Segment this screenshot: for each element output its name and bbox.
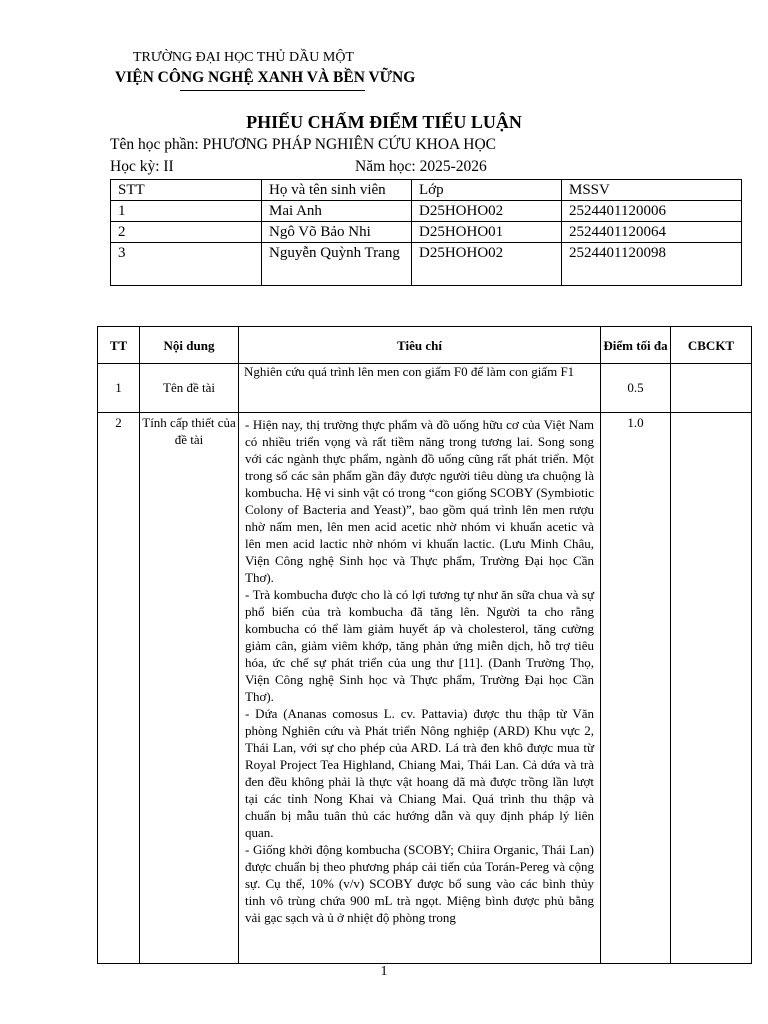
- table-row: [111, 243, 742, 286]
- academic-year: Năm học: 2025-2026: [355, 158, 487, 175]
- table-row: [111, 222, 742, 243]
- student-id: 2524401120098: [562, 243, 742, 286]
- table-row: [111, 201, 742, 222]
- institute-name: VIỆN CÔNG NGHỆ XANH VÀ BỀN VỮNG: [115, 69, 416, 86]
- row-cbckt: [671, 413, 752, 964]
- student-name: Ngô Võ Bảo Nhi: [262, 222, 412, 243]
- header-cell: Họ và tên sinh viên: [262, 180, 412, 201]
- table-row: [98, 364, 752, 413]
- school-name: TRƯỜNG ĐẠI HỌC THỦ DẦU MỘT: [133, 50, 354, 65]
- student-class: D25HOHO02: [412, 201, 562, 222]
- student-class: D25HOHO02: [412, 243, 562, 286]
- row-cbckt: [671, 364, 752, 413]
- student-stt: 1: [111, 201, 262, 222]
- student-name: Mai Anh: [262, 201, 412, 222]
- row-content: Tính cấp thiết của đề tài: [140, 413, 239, 964]
- header-divider: [180, 90, 365, 91]
- row-content: Tên đề tài: [140, 364, 239, 413]
- page-number: 1: [380, 964, 388, 979]
- row-criteria: Nghiên cứu quá trình lên men con giấm F0 để làm con giấm F1: [239, 364, 601, 413]
- course-name: Tên học phần: PHƯƠNG PHÁP NGHIÊN CỨU KHOA HỌC: [110, 136, 496, 153]
- header-cell: Điểm tối đa: [601, 327, 671, 364]
- header-cell: MSSV: [562, 180, 742, 201]
- header-cell: Tiêu chí: [239, 327, 601, 364]
- student-stt: 2: [111, 222, 262, 243]
- student-table: [110, 179, 742, 286]
- header-cell: STT: [111, 180, 262, 201]
- criteria-paragraph: - Dứa (Ananas comosus L. cv. Pattavia) được thu thập từ Văn phòng Nghiên cứu và Phát triển Nông nghiệp (ARD) Khu vực 2, Thái Lan, với sự cho phép của ARD. Lá trà đen khô được mua từ Royal Project Tea Highland, Chiang Mai, Thái Lan. Cả dứa và trà đen đều không phải là thực vật hoang dã mà được trồng lần lượt tại các tỉnh Nong Khai và Chiang Mai. Quá trình thu thập và chuẩn bị mẫu tuân thủ các hướng dẫn và quy định pháp lý liên quan.: [245, 706, 594, 840]
- document-title: PHIẾU CHẤM ĐIỂM TIỂU LUẬN: [246, 112, 522, 132]
- student-name: Nguyễn Quỳnh Trang: [262, 243, 412, 286]
- header-cell: CBCKT: [671, 327, 752, 364]
- table-row: [98, 413, 752, 964]
- grading-table: [97, 326, 752, 964]
- row-max-score: 1.0: [601, 413, 671, 964]
- header-cell: Lớp: [412, 180, 562, 201]
- criteria-paragraph: - Trà kombucha được cho là có lợi tương tự như ăn sữa chua và sự phổ biến của trà kombucha đã tăng lên. Người ta cho rằng kombucha có thể làm giảm huyết áp và cholesterol, tăng cường giảm cân, giảm viêm khớp, tăng phản ứng miễn dịch, hỗ trợ tiêu hóa, ức chế sự phát triển của ung thư [11]. (Danh Trường Thọ, Viện Công nghệ Sinh học và Thực phẩm, Trường Đại học Cần Thơ).: [245, 587, 594, 704]
- student-class: D25HOHO01: [412, 222, 562, 243]
- table-header-row: [98, 327, 752, 364]
- row-criteria: [239, 413, 601, 964]
- row-number: 2: [98, 413, 140, 964]
- header-cell: Nội dung: [140, 327, 239, 364]
- student-id: 2524401120064: [562, 222, 742, 243]
- term: Học kỳ: II: [110, 158, 174, 175]
- header-cell: TT: [98, 327, 140, 364]
- student-stt: 3: [111, 243, 262, 286]
- row-number: 1: [98, 364, 140, 413]
- student-id: 2524401120006: [562, 201, 742, 222]
- table-header-row: [111, 180, 742, 201]
- row-max-score: 0.5: [601, 364, 671, 413]
- criteria-paragraph: - Hiện nay, thị trường thực phẩm và đồ uống hữu cơ của Việt Nam có nhiều triển vọng và rất tiềm năng trong tương lai. Song song với các ngành thực phẩm, ngành đồ uống cũng rất phát triển. Một trong số các sản phẩm gần đây được người tiêu dùng ưa chuộng là kombucha. Hệ vi sinh vật có trong “con giống SCOBY (Symbiotic Colony of Bacteria and Yeast)”, bao gồm quá trình lên men rượu nhờ nấm men, lên men acid acetic nhờ nhóm vi khuẩn acetic và lên men acid lactic nhờ nhóm vi khuẩn lactic. (Lưu Minh Châu, Viện Công nghệ Sinh học và Thực phẩm, Trường Đại học Cần Thơ).: [245, 417, 594, 585]
- criteria-paragraph: - Giống khởi động kombucha (SCOBY; Chiira Organic, Thái Lan) được chuẩn bị theo phương pháp cải tiến của Torán-Pereg và cộng sự. Cụ thể, 10% (v/v) SCOBY được bổ sung vào các bình thủy tinh vô trùng chứa 900 mL trà ngọt. Miệng bình được phủ bằng vải gạc sạch và ủ ở nhiệt độ phòng trong: [245, 842, 594, 925]
